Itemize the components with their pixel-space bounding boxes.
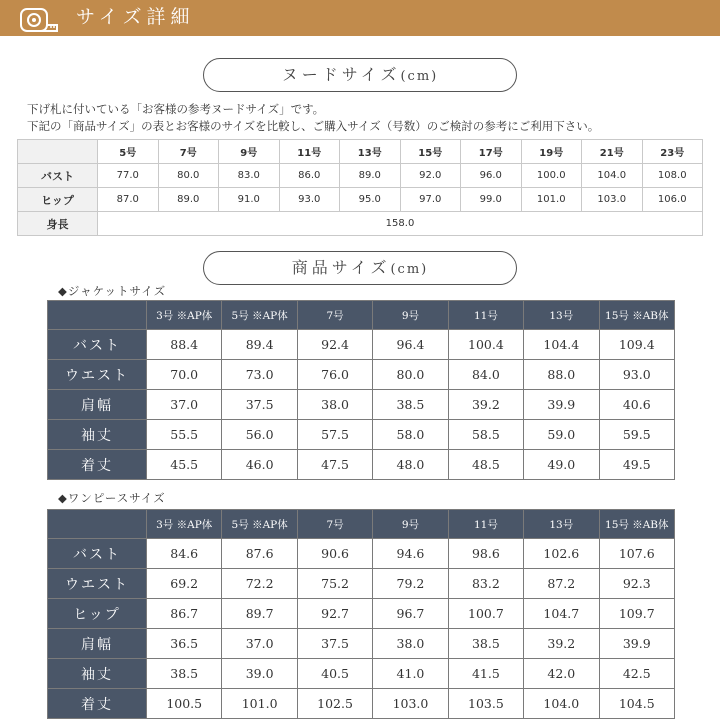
table-cell: 39.2	[524, 629, 599, 659]
table-cell: 76.0	[297, 360, 372, 390]
table-cell: 39.2	[448, 390, 523, 420]
row-header: 肩幅	[48, 629, 147, 659]
table-cell: 100.0	[521, 164, 582, 188]
column-header: 23号	[642, 140, 703, 164]
column-header: 5号	[98, 140, 159, 164]
table-header-row	[48, 301, 675, 330]
page-title: サイズ詳細	[76, 6, 195, 28]
table-cell: 89.0	[158, 188, 219, 212]
table-cell: 57.5	[297, 420, 372, 450]
table-cell: 39.0	[222, 659, 297, 689]
table-cell: 104.7	[524, 599, 599, 629]
table-cell: 104.0	[524, 689, 599, 719]
table-cell: 109.4	[599, 330, 674, 360]
table-cell: 92.7	[297, 599, 372, 629]
table-cell: 93.0	[599, 360, 674, 390]
table-cell: 95.0	[340, 188, 401, 212]
table-cell: 47.5	[297, 450, 372, 480]
table-cell: 104.0	[582, 164, 643, 188]
table-cell: 69.2	[147, 569, 222, 599]
table-cell: 90.6	[297, 539, 372, 569]
nude-heading-text: ヌードサイズ	[281, 65, 401, 84]
product-size-heading	[203, 251, 517, 285]
table-row	[48, 599, 675, 629]
table-row	[48, 659, 675, 689]
table-cell: 46.0	[222, 450, 297, 480]
column-header: 5号 ※AP体	[222, 510, 297, 539]
table-row	[48, 360, 675, 390]
table-cell: 109.7	[599, 599, 674, 629]
column-header: 19号	[521, 140, 582, 164]
row-header: バスト	[18, 164, 98, 188]
table-cell: 38.0	[373, 629, 448, 659]
table-row	[48, 450, 675, 480]
column-header: 11号	[448, 510, 523, 539]
table-cell: 103.0	[373, 689, 448, 719]
table-cell: 37.5	[297, 629, 372, 659]
table-cell: 58.0	[373, 420, 448, 450]
nude-size-table	[17, 139, 703, 236]
table-cell: 106.0	[642, 188, 703, 212]
column-header: 3号 ※AP体	[147, 510, 222, 539]
height-value-cell: 158.0	[98, 212, 703, 236]
table-cell: 37.0	[147, 390, 222, 420]
table-cell: 87.0	[98, 188, 159, 212]
table-cell: 89.4	[222, 330, 297, 360]
nude-heading-unit: (cm)	[400, 69, 439, 84]
table-cell: 103.0	[582, 188, 643, 212]
table-cell: 41.0	[373, 659, 448, 689]
table-row	[48, 390, 675, 420]
table-cell: 83.2	[448, 569, 523, 599]
table-header-row	[48, 510, 675, 539]
table-cell: 92.3	[599, 569, 674, 599]
column-header: 13号	[524, 301, 599, 330]
column-header: 9号	[373, 510, 448, 539]
table-cell: 37.0	[222, 629, 297, 659]
table-cell: 89.7	[222, 599, 297, 629]
page-header	[0, 0, 720, 36]
table-cell: 100.5	[147, 689, 222, 719]
table-row	[48, 629, 675, 659]
table-cell: 86.7	[147, 599, 222, 629]
table-row	[18, 164, 703, 188]
table-cell: 93.0	[279, 188, 340, 212]
table-cell: 79.2	[373, 569, 448, 599]
column-header: 15号 ※AB体	[599, 510, 674, 539]
table-row-height	[18, 212, 703, 236]
table-cell: 102.6	[524, 539, 599, 569]
table-row	[48, 539, 675, 569]
table-cell: 59.5	[599, 420, 674, 450]
row-header: バスト	[48, 330, 147, 360]
onepiece-section-title: ◆ワンピースサイズ	[58, 491, 166, 505]
product-heading-unit: (cm)	[390, 262, 429, 277]
table-cell: 41.5	[448, 659, 523, 689]
nude-note-1: 下げ札に付いている「お客様の参考ヌードサイズ」です。	[27, 102, 325, 116]
table-cell: 84.6	[147, 539, 222, 569]
table-cell: 72.2	[222, 569, 297, 599]
table-row	[48, 330, 675, 360]
table-cell: 45.5	[147, 450, 222, 480]
table-cell: 49.5	[599, 450, 674, 480]
column-header: 7号	[297, 301, 372, 330]
table-cell: 96.4	[373, 330, 448, 360]
table-cell: 92.4	[297, 330, 372, 360]
row-header: 袖丈	[48, 659, 147, 689]
column-header: 9号	[219, 140, 280, 164]
row-header: ウエスト	[48, 360, 147, 390]
column-header: 11号	[448, 301, 523, 330]
table-cell: 39.9	[524, 390, 599, 420]
table-cell: 88.4	[147, 330, 222, 360]
row-header: 身長	[18, 212, 98, 236]
column-header: 7号	[297, 510, 372, 539]
table-row	[48, 689, 675, 719]
column-header: 9号	[373, 301, 448, 330]
onepiece-size-table	[47, 509, 675, 719]
table-cell: 75.2	[297, 569, 372, 599]
jacket-size-table	[47, 300, 675, 480]
table-cell: 56.0	[222, 420, 297, 450]
table-cell: 80.0	[158, 164, 219, 188]
table-row	[48, 420, 675, 450]
column-header: 15号	[400, 140, 461, 164]
table-cell: 98.6	[448, 539, 523, 569]
table-cell: 108.0	[642, 164, 703, 188]
row-header: ウエスト	[48, 569, 147, 599]
table-cell: 102.5	[297, 689, 372, 719]
table-cell: 86.0	[279, 164, 340, 188]
column-header: 13号	[340, 140, 401, 164]
table-cell: 42.0	[524, 659, 599, 689]
table-cell: 38.5	[373, 390, 448, 420]
table-cell: 39.9	[599, 629, 674, 659]
column-header: 21号	[582, 140, 643, 164]
table-cell: 80.0	[373, 360, 448, 390]
table-cell: 96.0	[461, 164, 522, 188]
row-header: 袖丈	[48, 420, 147, 450]
table-cell: 42.5	[599, 659, 674, 689]
table-cell: 89.0	[340, 164, 401, 188]
product-heading-text: 商品サイズ	[291, 258, 391, 277]
table-cell: 103.5	[448, 689, 523, 719]
table-cell: 84.0	[448, 360, 523, 390]
table-cell: 100.7	[448, 599, 523, 629]
table-cell: 38.5	[147, 659, 222, 689]
table-cell: 38.0	[297, 390, 372, 420]
column-header: 5号 ※AP体	[222, 301, 297, 330]
table-cell: 36.5	[147, 629, 222, 659]
row-header: バスト	[48, 539, 147, 569]
column-header: 15号 ※AB体	[599, 301, 674, 330]
measuring-tape-icon	[20, 5, 58, 33]
table-cell: 107.6	[599, 539, 674, 569]
table-cell: 59.0	[524, 420, 599, 450]
nude-size-heading	[203, 58, 517, 92]
table-cell: 96.7	[373, 599, 448, 629]
table-corner	[48, 301, 147, 330]
table-row	[18, 188, 703, 212]
table-cell: 99.0	[461, 188, 522, 212]
column-header: 13号	[524, 510, 599, 539]
row-header: ヒップ	[18, 188, 98, 212]
table-corner	[18, 140, 98, 164]
table-cell: 73.0	[222, 360, 297, 390]
column-header: 17号	[461, 140, 522, 164]
table-cell: 48.0	[373, 450, 448, 480]
table-cell: 94.6	[373, 539, 448, 569]
column-header: 11号	[279, 140, 340, 164]
row-header: 着丈	[48, 689, 147, 719]
nude-note-2: 下記の「商品サイズ」の表とお客様のサイズを比較し、ご購入サイズ（号数）のご検討の参考にご利用下さい。	[27, 119, 600, 133]
table-cell: 49.0	[524, 450, 599, 480]
table-cell: 92.0	[400, 164, 461, 188]
table-header-row	[18, 140, 703, 164]
table-cell: 100.4	[448, 330, 523, 360]
table-cell: 101.0	[521, 188, 582, 212]
table-cell: 83.0	[219, 164, 280, 188]
table-cell: 48.5	[448, 450, 523, 480]
row-header: 着丈	[48, 450, 147, 480]
table-cell: 40.6	[599, 390, 674, 420]
table-cell: 104.5	[599, 689, 674, 719]
table-cell: 38.5	[448, 629, 523, 659]
table-cell: 88.0	[524, 360, 599, 390]
table-corner	[48, 510, 147, 539]
column-header: 7号	[158, 140, 219, 164]
table-cell: 91.0	[219, 188, 280, 212]
table-cell: 101.0	[222, 689, 297, 719]
table-cell: 70.0	[147, 360, 222, 390]
row-header: ヒップ	[48, 599, 147, 629]
table-cell: 40.5	[297, 659, 372, 689]
table-cell: 55.5	[147, 420, 222, 450]
table-cell: 37.5	[222, 390, 297, 420]
table-row	[48, 569, 675, 599]
table-cell: 104.4	[524, 330, 599, 360]
table-cell: 58.5	[448, 420, 523, 450]
table-cell: 87.2	[524, 569, 599, 599]
table-cell: 97.0	[400, 188, 461, 212]
column-header: 3号 ※AP体	[147, 301, 222, 330]
table-cell: 87.6	[222, 539, 297, 569]
table-cell: 77.0	[98, 164, 159, 188]
jacket-section-title: ◆ジャケットサイズ	[58, 284, 167, 298]
row-header: 肩幅	[48, 390, 147, 420]
